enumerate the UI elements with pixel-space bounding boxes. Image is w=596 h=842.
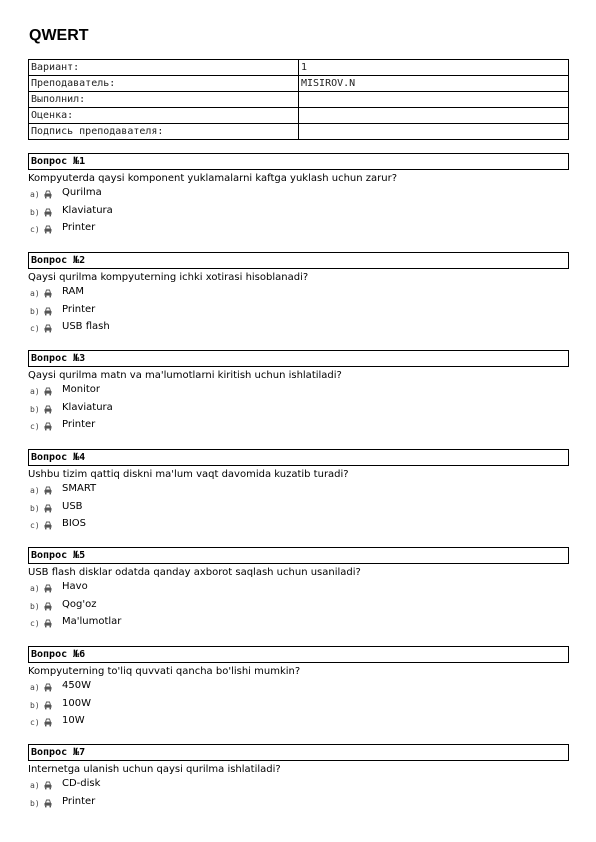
answer-option[interactable] xyxy=(28,598,569,616)
answer-option[interactable] xyxy=(28,517,569,535)
option-letter: b) xyxy=(30,601,40,611)
answer-option[interactable] xyxy=(28,285,569,303)
info-table xyxy=(28,59,569,140)
answer-option[interactable] xyxy=(28,580,569,598)
option-text: SMART xyxy=(62,483,97,494)
car-icon xyxy=(44,683,52,692)
info-row-grade xyxy=(29,108,569,124)
option-letter: a) xyxy=(30,781,40,790)
question-header: Вопрос №3 xyxy=(28,350,569,367)
car-icon xyxy=(44,289,52,298)
option-letter: b) xyxy=(30,207,40,217)
option-text: Klaviatura xyxy=(62,204,113,216)
info-row-performed-by xyxy=(29,92,569,108)
option-text: Printer xyxy=(62,222,96,233)
car-icon xyxy=(44,225,52,234)
option-letter: c) xyxy=(30,422,40,431)
car-icon xyxy=(44,422,52,431)
option-letter: c) xyxy=(30,521,40,530)
option-text: Klaviatura xyxy=(62,401,113,413)
option-text: USB flash xyxy=(62,321,110,332)
question-block xyxy=(28,646,569,732)
car-icon xyxy=(44,619,52,628)
answer-option[interactable] xyxy=(28,204,569,222)
question-header: Вопрос №4 xyxy=(28,449,569,466)
option-text: Printer xyxy=(62,419,96,430)
question-block xyxy=(28,449,569,535)
option-text: Printer xyxy=(62,303,96,315)
answer-option[interactable] xyxy=(28,303,569,321)
car-icon xyxy=(44,405,52,414)
car-icon xyxy=(44,602,52,611)
question-header: Вопрос №1 xyxy=(28,153,569,170)
option-letter: b) xyxy=(30,700,40,710)
answer-option[interactable] xyxy=(28,615,569,633)
question-text: Ushbu tizim qattiq diskni ma'lum vaqt davomida kuzatib turadi? xyxy=(28,469,349,480)
option-text: Qog'oz xyxy=(62,598,97,610)
car-icon xyxy=(44,701,52,710)
info-label: Оценка: xyxy=(29,108,299,124)
option-text: 100W xyxy=(62,697,91,709)
info-label: Подпись преподавателя: xyxy=(29,124,299,140)
question-text: Internetga ulanish uchun qaysi qurilma ishlatiladi? xyxy=(28,764,281,775)
car-icon xyxy=(44,208,52,217)
car-icon xyxy=(44,324,52,333)
question-block xyxy=(28,350,569,436)
question-block xyxy=(28,744,569,812)
question-header: Вопрос №7 xyxy=(28,744,569,761)
question-text: Qaysi qurilma kompyuterning ichki xotirasi hisoblanadi? xyxy=(28,272,309,283)
option-text: 10W xyxy=(62,715,85,726)
question-header: Вопрос №5 xyxy=(28,547,569,564)
option-letter: b) xyxy=(30,503,40,513)
answer-option[interactable] xyxy=(28,777,569,795)
option-letter: a) xyxy=(30,289,40,298)
question-block xyxy=(28,547,569,633)
answer-option[interactable] xyxy=(28,482,569,500)
answer-option[interactable] xyxy=(28,401,569,419)
option-letter: b) xyxy=(30,404,40,414)
question-header: Вопрос №6 xyxy=(28,646,569,663)
answer-option[interactable] xyxy=(28,320,569,338)
option-letter: c) xyxy=(30,718,40,727)
car-icon xyxy=(44,387,52,396)
option-letter: a) xyxy=(30,584,40,593)
car-icon xyxy=(44,584,52,593)
info-value: MISIROV.N xyxy=(299,76,569,92)
car-icon xyxy=(44,486,52,495)
car-icon xyxy=(44,521,52,530)
question-text: Qaysi qurilma matn va ma'lumotlarni kiritish uchun ishlatiladi? xyxy=(28,370,342,381)
question-text: USB flash disklar odatda qanday axborot saqlash uchun usaniladi? xyxy=(28,567,361,578)
car-icon xyxy=(44,781,52,790)
option-letter: b) xyxy=(30,306,40,316)
info-value[interactable] xyxy=(299,124,569,140)
answer-option[interactable] xyxy=(28,500,569,518)
answer-option[interactable] xyxy=(28,697,569,715)
option-text: Havo xyxy=(62,581,88,592)
answer-option[interactable] xyxy=(28,383,569,401)
option-text: RAM xyxy=(62,286,85,297)
info-value[interactable] xyxy=(299,92,569,108)
car-icon xyxy=(44,307,52,316)
info-label: Выполнил: xyxy=(29,92,299,108)
option-letter: a) xyxy=(30,190,40,199)
page-title: QWERT xyxy=(29,27,89,44)
option-letter: c) xyxy=(30,324,40,333)
question-header: Вопрос №2 xyxy=(28,252,569,269)
answer-option[interactable] xyxy=(28,221,569,239)
option-text: USB xyxy=(62,500,83,512)
info-row-teacher xyxy=(29,76,569,92)
car-icon xyxy=(44,718,52,727)
question-text: Kompyuterda qaysi komponent yuklamalarni kaftga yuklash uchun zarur? xyxy=(28,173,398,184)
option-text: Monitor xyxy=(62,384,101,395)
answer-option[interactable] xyxy=(28,418,569,436)
car-icon xyxy=(44,504,52,513)
info-label: Вариант: xyxy=(29,60,299,76)
option-text: Printer xyxy=(62,795,96,807)
option-letter: c) xyxy=(30,619,40,628)
info-row-signature xyxy=(29,124,569,140)
answer-option[interactable] xyxy=(28,679,569,697)
answer-option[interactable] xyxy=(28,714,569,732)
answer-option[interactable] xyxy=(28,795,569,813)
info-label: Преподаватель: xyxy=(29,76,299,92)
option-text: CD-disk xyxy=(62,778,101,789)
info-value[interactable] xyxy=(299,108,569,124)
question-block xyxy=(28,153,569,239)
info-value: 1 xyxy=(299,60,569,76)
question-block xyxy=(28,252,569,338)
option-text: 450W xyxy=(62,680,91,691)
option-letter: a) xyxy=(30,486,40,495)
answer-option[interactable] xyxy=(28,186,569,204)
car-icon xyxy=(44,190,52,199)
car-icon xyxy=(44,799,52,808)
option-text: Qurilma xyxy=(62,187,102,198)
option-letter: c) xyxy=(30,225,40,234)
question-text: Kompyuterning to'liq quvvati qancha bo'lishi mumkin? xyxy=(28,666,301,677)
option-letter: b) xyxy=(30,798,40,808)
info-row-variant xyxy=(29,60,569,76)
option-letter: a) xyxy=(30,387,40,396)
option-text: BIOS xyxy=(62,518,87,529)
option-letter: a) xyxy=(30,683,40,692)
option-text: Ma'lumotlar xyxy=(62,616,122,627)
